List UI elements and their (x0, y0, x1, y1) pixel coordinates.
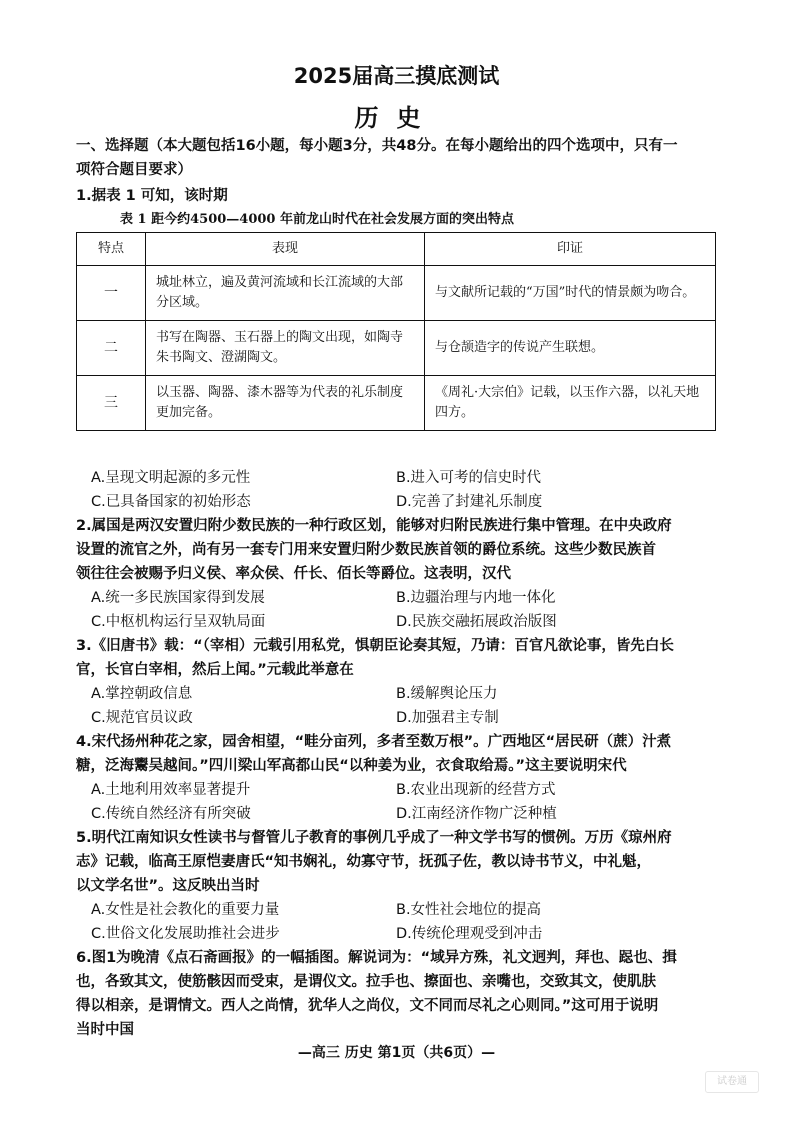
q5-option-d: D.传统伦理观受到冲击 (396, 926, 543, 942)
q5-stem-line: 5.明代江南知识女性读书与督管儿子教育的事例几乎成了一种文学书写的惯例。万历《琼州府 (76, 830, 672, 846)
page-footer: —高三 历史 第1页（共6页）— (297, 1045, 496, 1061)
q3-stem-line: 官，长官白宰相，然后上闻。”元载此举意在 (76, 662, 354, 678)
q4-stem-line: 4.宋代扬州种花之家，园舍相望，“畦分亩列，多者至数万根”。广西地区“居民研（蔗）汁煮 (76, 734, 672, 750)
q5-stem-line: 志》记载，临高王原恺妻唐氏“知书娴礼，幼寡守节，抚孤子佐，教以诗书节义，中礼魁， (76, 854, 652, 870)
table-cell-proof: 与文献所记载的“万国”时代的情景颇为吻合。 (425, 266, 716, 321)
table-header-cell: 表现 (146, 233, 425, 266)
table-row (77, 376, 716, 431)
q5-option-b: B.女性社会地位的提高 (396, 902, 542, 918)
q1-option-c: C.已具备国家的初始形态 (91, 494, 251, 510)
q2-option-b: B.边疆治理与内地一体化 (396, 590, 556, 606)
section-heading-line-2: 项符合题目要求） (76, 162, 192, 178)
q6-stem-line: 6.图1为晚清《点石斋画报》的一幅插图。解说词为：“域异方殊，礼文迥判，拜也、跽也、揖 (76, 950, 677, 966)
q4-option-b: B.农业出现新的经营方式 (396, 782, 556, 798)
table-row (77, 321, 716, 376)
q5-option-a: A.女性是社会教化的重要力量 (91, 902, 280, 918)
section-heading-line-1: 一、选择题（本大题包括16小题，每小题3分，共48分。在每小题给出的四个选项中，只有一 (76, 138, 678, 154)
q6-stem-line: 当时中国 (76, 1022, 134, 1038)
table-cell-show: 城址林立，遍及黄河流域和长江流域的大部分区域。 (146, 266, 425, 321)
q1-option-a: A.呈现文明起源的多元性 (91, 470, 251, 486)
q2-option-a: A.统一多民族国家得到发展 (91, 590, 265, 606)
table-cell-proof: 《周礼·大宗伯》记载，以玉作六器，以礼天地四方。 (425, 376, 716, 431)
table-cell-proof: 与仓颉造字的传说产生联想。 (425, 321, 716, 376)
q2-stem-line: 2.属国是两汉安置归附少数民族的一种行政区划，能够对归附民族进行集中管理。在中央政府 (76, 518, 672, 534)
watermark-logo: 试卷通 (705, 1071, 759, 1093)
q2-stem-line: 领往往会被赐予归义侯、率众侯、仟长、佰长等爵位。这表明，汉代 (76, 566, 511, 582)
table-header-cell: 印证 (425, 233, 716, 266)
q2-stem-line: 设置的流官之外，尚有另一套专门用来安置归附少数民族首领的爵位系统。这些少数民族首 (76, 542, 656, 558)
exam-title: 2025届高三摸底测试 (293, 64, 500, 88)
table-cell-key: 一 (77, 266, 146, 321)
q1-option-d: D.完善了封建礼乐制度 (396, 494, 543, 510)
q3-option-b: B.缓解舆论压力 (396, 686, 498, 702)
q6-stem-line: 得以相亲，是谓情文。西人之尚情，犹华人之尚仪，文不同而尽礼之心则同。”这可用于说明 (76, 998, 659, 1014)
q1-option-b: B.进入可考的信史时代 (396, 470, 542, 486)
q4-option-d: D.江南经济作物广泛种植 (396, 806, 557, 822)
q6-stem-line: 也，各致其文，使筋骸因而受束，是谓仪文。拉手也、擦面也、亲嘴也，交致其文，使肌肤 (76, 974, 656, 990)
q4-option-c: C.传统自然经济有所突破 (91, 806, 251, 822)
table-cell-show: 书写在陶器、玉石器上的陶文出现，如陶寺朱书陶文、澄湖陶文。 (146, 321, 425, 376)
q2-option-d: D.民族交融拓展政治版图 (396, 614, 557, 630)
table-header-row (77, 233, 716, 266)
q3-stem-line: 3.《旧唐书》载：“（宰相）元载引用私党，惧朝臣论奏其短，乃请：百官凡欲论事，皆先白长 (76, 638, 674, 654)
table-cell-key: 三 (77, 376, 146, 431)
feature-table (76, 232, 716, 431)
q3-option-c: C.规范官员议政 (91, 710, 193, 726)
table-cell-show: 以玉器、陶器、漆木器等为代表的礼乐制度更加完备。 (146, 376, 425, 431)
q4-stem-line: 糖，泛海鬻吴越间。”四川梁山军高都山民“以种姜为业，衣食取给焉。”这主要说明宋代 (76, 758, 627, 774)
table-header-cell: 特点 (77, 233, 146, 266)
q4-option-a: A.土地利用效率显著提升 (91, 782, 251, 798)
q1-stem: 1.据表 1 可知，该时期 (76, 188, 228, 204)
table-caption: 表 1 距今约4500—4000 年前龙山时代在社会发展方面的突出特点 (120, 212, 514, 227)
subject-title: 历史 (354, 104, 439, 132)
table-cell-key: 二 (77, 321, 146, 376)
q3-option-d: D.加强君主专制 (396, 710, 499, 726)
q2-option-c: C.中枢机构运行呈双轨局面 (91, 614, 266, 630)
q5-option-c: C.世俗文化发展助推社会进步 (91, 926, 280, 942)
q5-stem-line: 以文学名世”。这反映出当时 (76, 878, 260, 894)
q3-option-a: A.掌控朝政信息 (91, 686, 193, 702)
table-row (77, 266, 716, 321)
